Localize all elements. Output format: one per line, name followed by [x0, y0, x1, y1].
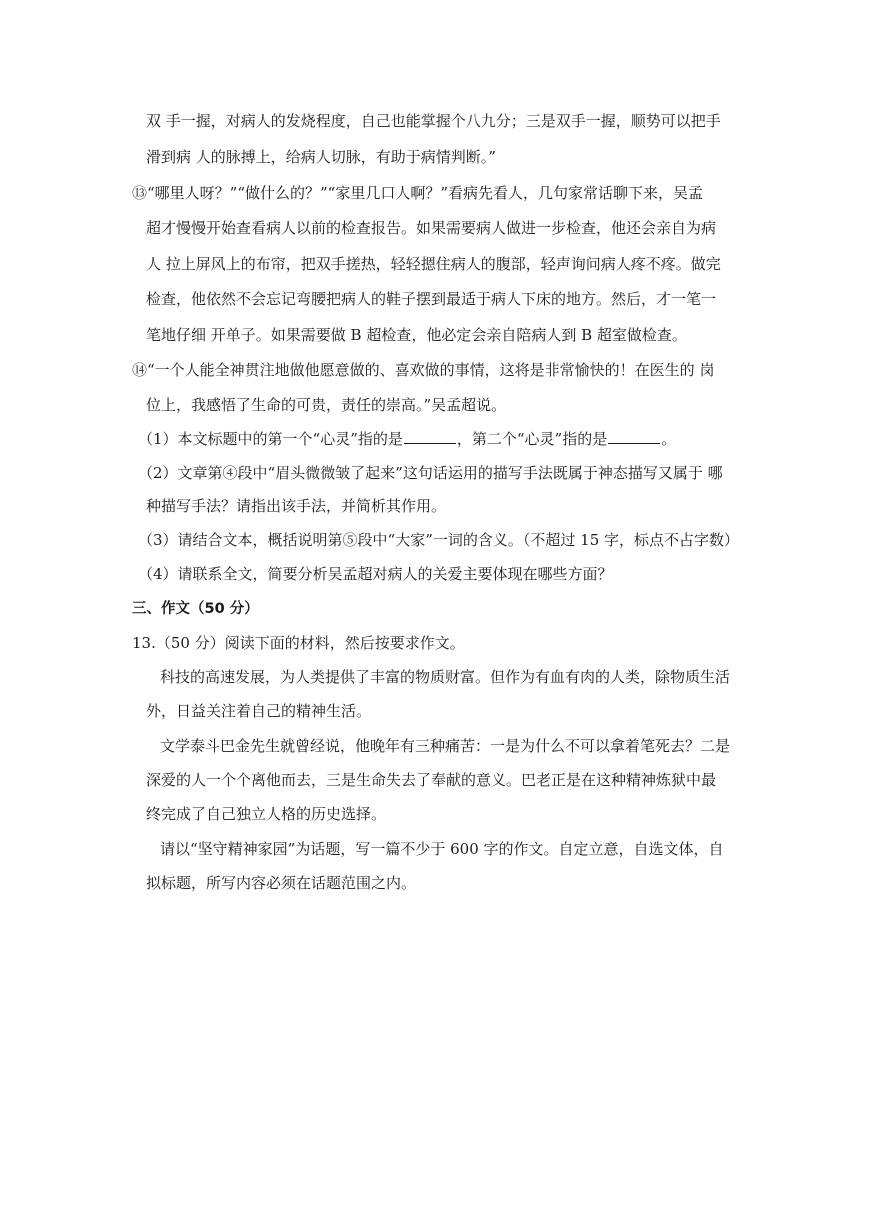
answer-blank-1[interactable]	[404, 429, 456, 444]
question-3: （3）请结合文本，概括说明第⑤段中“大家”一词的含义。（不超过 15 字，标点不占字数）	[138, 531, 740, 549]
question-2: （2）文章第④段中“眉头微微皱了起来”这句话运用的描写手法既属于神态描写又属于 哪	[138, 464, 723, 482]
paragraph-14: ⑭“一个人能全神贯注地做他愿意做的、喜欢做的事情，这将是非常愉快的！在医生的 岗	[132, 361, 715, 379]
reading-line: 笔地仔细 开单子。如果需要做 B 超检查，他必定会亲自陪病人到 B 超室做检查。	[146, 326, 687, 344]
section-heading: 三、作文（50 分）	[132, 601, 259, 617]
essay-material-line: 外，日益关注着自己的精神生活。	[146, 702, 372, 720]
essay-material-line: 科技的高速发展，为人类提供了丰富的物质财富。但作为有血有肉的人类，除物质生活	[160, 668, 731, 686]
question-2-line: 种描写手法？请指出该手法，并简析其作用。	[146, 497, 447, 515]
question-1-text-a: （1）本文标题中的第一个“心灵”指的是	[138, 430, 403, 448]
reading-line: 检查，他依然不会忘记弯腰把病人的鞋子摆到最适于病人下床的地方。然后，才一笔一	[146, 290, 717, 308]
essay-prompt-line: 请以“坚守精神家园”为话题，写一篇不少于 600 字的作文。自定立意，自选文体，自	[160, 840, 724, 858]
question-1	[138, 429, 676, 449]
reading-line: 位上，我感悟了生命的可贵，责任的崇高。”吴孟超说。	[146, 396, 507, 414]
reading-line: 人 拉上屏风上的布帘，把双手搓热，轻轻摁住病人的腹部，轻声询问病人疼不疼。做完	[146, 255, 721, 273]
question-13: 13.（50 分）阅读下面的材料，然后按要求作文。	[132, 634, 465, 652]
essay-prompt-line: 拟标题，所写内容必须在话题范围之内。	[146, 874, 417, 892]
essay-material-line: 深爱的人一个个离他而去，三是生命失去了奉献的意义。巴老正是在这种精神炼狱中最	[146, 771, 717, 789]
question-4: （4）请联系全文，简要分析吴孟超对病人的关爱主要体现在哪些方面？	[138, 565, 613, 583]
question-1-text-c: 。	[661, 430, 677, 448]
reading-line: 超才慢慢开始查看病人以前的检查报告。如果需要病人做进一步检查，他还会亲自为病	[146, 219, 717, 237]
question-1-text-b: ，第二个“心灵”指的是	[456, 430, 608, 448]
paragraph-13: ⑬“哪里人呀？”“做什么的？”“家里几口人啊？”看病先看人，几句家常话聊下来，吴孟	[132, 184, 704, 202]
essay-material-line: 终完成了自己独立人格的历史选择。	[146, 805, 387, 823]
answer-blank-2[interactable]	[608, 429, 660, 444]
essay-material-line: 文学泰斗巴金先生就曾经说，他晚年有三种痛苦：一是为什么不可以拿着笔死去？二是	[160, 737, 731, 755]
reading-line: 双 手一握，对病人的发烧程度，自己也能掌握个八九分；三是双手一握，顺势可以把手	[146, 112, 721, 130]
reading-line: 滑到病 人的脉搏上，给病人切脉，有助于病情判断。”	[146, 148, 496, 166]
